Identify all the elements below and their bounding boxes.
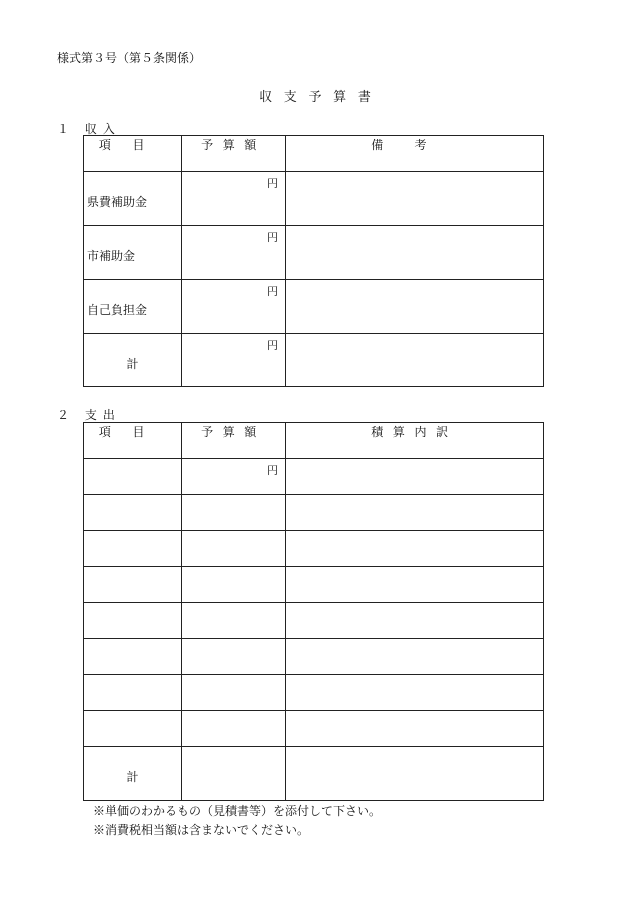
yen-unit: 円 bbox=[267, 464, 278, 477]
income-total-row bbox=[84, 334, 544, 387]
expense-total-label-cell: 計 bbox=[84, 747, 182, 801]
expense-breakdown-cell[interactable] bbox=[286, 675, 544, 711]
expense-item-cell[interactable] bbox=[84, 459, 182, 495]
expense-budget-cell[interactable] bbox=[182, 567, 286, 603]
income-total-remarks-cell[interactable] bbox=[286, 334, 544, 387]
expense-row bbox=[84, 567, 544, 603]
expense-breakdown-cell[interactable] bbox=[286, 567, 544, 603]
income-row bbox=[84, 280, 544, 334]
document-title: 収支予算書 bbox=[259, 90, 383, 105]
income-heading: １ 収入 bbox=[57, 122, 121, 136]
income-item-cell: 県費補助金 bbox=[84, 172, 182, 226]
expense-item-cell[interactable] bbox=[84, 603, 182, 639]
income-total-label-cell: 計 bbox=[84, 334, 182, 387]
expense-total-row bbox=[84, 747, 544, 801]
yen-unit: 円 bbox=[267, 231, 278, 244]
income-header-remarks: 備考 bbox=[286, 136, 544, 172]
expense-breakdown-cell[interactable] bbox=[286, 459, 544, 495]
expense-item-cell[interactable] bbox=[84, 567, 182, 603]
expense-header-row bbox=[84, 423, 544, 459]
income-item-cell: 自己負担金 bbox=[84, 280, 182, 334]
expense-item-cell[interactable] bbox=[84, 639, 182, 675]
income-budget-cell[interactable] bbox=[182, 280, 286, 334]
expense-row bbox=[84, 495, 544, 531]
yen-unit: 円 bbox=[267, 285, 278, 298]
income-budget-cell[interactable] bbox=[182, 226, 286, 280]
expense-row bbox=[84, 711, 544, 747]
income-row bbox=[84, 172, 544, 226]
expense-item-cell[interactable] bbox=[84, 531, 182, 567]
expense-table bbox=[83, 422, 544, 801]
expense-budget-cell[interactable] bbox=[182, 711, 286, 747]
expense-budget-cell[interactable] bbox=[182, 459, 286, 495]
expense-header-item: 項目 bbox=[84, 423, 182, 459]
expense-header-budget: 予算額 bbox=[182, 423, 286, 459]
expense-breakdown-cell[interactable] bbox=[286, 603, 544, 639]
expense-header-breakdown: 積算内訳 bbox=[286, 423, 544, 459]
income-remarks-cell[interactable] bbox=[286, 280, 544, 334]
income-remarks-cell[interactable] bbox=[286, 226, 544, 280]
expense-breakdown-cell[interactable] bbox=[286, 531, 544, 567]
income-total-budget-cell[interactable] bbox=[182, 334, 286, 387]
expense-row bbox=[84, 675, 544, 711]
income-item-cell: 市補助金 bbox=[84, 226, 182, 280]
income-row bbox=[84, 226, 544, 280]
expense-total-breakdown-cell[interactable] bbox=[286, 747, 544, 801]
expense-breakdown-cell[interactable] bbox=[286, 711, 544, 747]
expense-heading: ２ 支出 bbox=[57, 408, 121, 422]
expense-row bbox=[84, 603, 544, 639]
expense-breakdown-cell[interactable] bbox=[286, 495, 544, 531]
expense-item-cell[interactable] bbox=[84, 711, 182, 747]
income-budget-cell[interactable] bbox=[182, 172, 286, 226]
income-table bbox=[83, 135, 544, 387]
expense-budget-cell[interactable] bbox=[182, 495, 286, 531]
income-remarks-cell[interactable] bbox=[286, 172, 544, 226]
expense-budget-cell[interactable] bbox=[182, 639, 286, 675]
expense-item-cell[interactable] bbox=[84, 495, 182, 531]
yen-unit: 円 bbox=[267, 177, 278, 190]
note-exclude-tax: ※消費税相当額は含まないでください。 bbox=[93, 823, 310, 837]
note-attach-quote: ※単価のわかるもの（見積書等）を添付して下さい。 bbox=[93, 804, 382, 818]
expense-breakdown-cell[interactable] bbox=[286, 639, 544, 675]
income-header-row bbox=[84, 136, 544, 172]
income-header-budget: 予算額 bbox=[182, 136, 286, 172]
expense-row bbox=[84, 459, 544, 495]
expense-budget-cell[interactable] bbox=[182, 675, 286, 711]
yen-unit: 円 bbox=[267, 339, 278, 352]
expense-row bbox=[84, 639, 544, 675]
expense-budget-cell[interactable] bbox=[182, 603, 286, 639]
income-header-item: 項目 bbox=[84, 136, 182, 172]
expense-budget-cell[interactable] bbox=[182, 531, 286, 567]
expense-total-budget-cell[interactable] bbox=[182, 747, 286, 801]
expense-item-cell[interactable] bbox=[84, 675, 182, 711]
form-number: 様式第３号（第５条関係） bbox=[57, 51, 202, 65]
expense-row bbox=[84, 531, 544, 567]
